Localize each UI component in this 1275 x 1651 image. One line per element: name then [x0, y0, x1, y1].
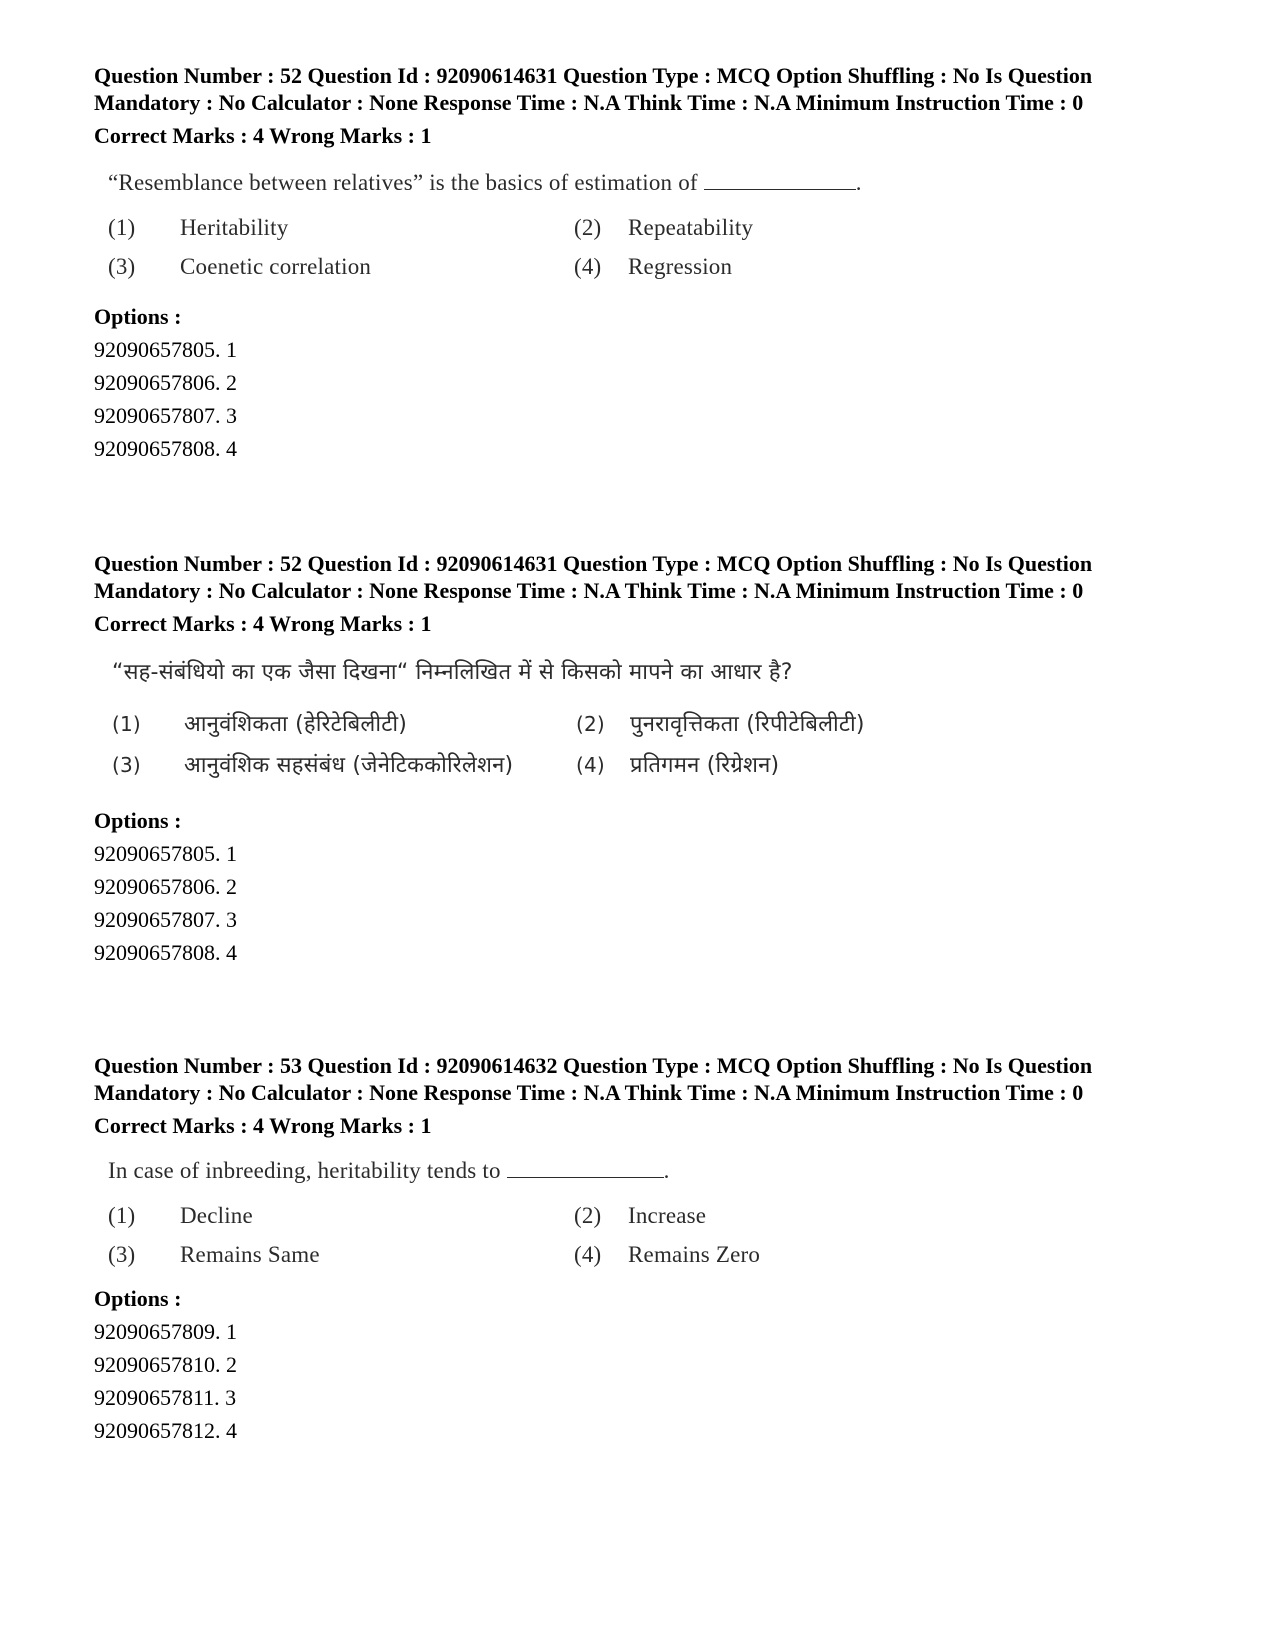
choice-number: (3)	[112, 753, 141, 777]
choice-4	[576, 746, 779, 784]
choice-number: (1)	[108, 1203, 136, 1228]
question-marks: Correct Marks : 4 Wrong Marks : 1	[94, 123, 432, 148]
choice-number: (2)	[574, 215, 602, 240]
options-title: Options :	[94, 808, 182, 833]
choice-text: Decline	[180, 1203, 253, 1228]
choice-1	[112, 705, 407, 743]
fill-blank	[704, 167, 856, 190]
option-id-item: 92090657805. 1	[94, 337, 237, 362]
choice-text: पुनरावृत्तिकता (रिपीटेबिलीटी)	[630, 712, 865, 737]
stem-end: .	[855, 170, 862, 195]
choice-1	[108, 209, 288, 247]
choice-number: (4)	[574, 254, 602, 279]
question-meta: Question Number : 53 Question Id : 92090614632 Question Type : MCQ Option Shuffling : No Is Question Mandatory : No Calculator : None Response Time : N.A Think Time : N.A Minimum Instruction Time : 0	[94, 1053, 1093, 1105]
question-block-3	[94, 1052, 1204, 1450]
choice-4	[574, 1236, 760, 1274]
stem-text: “Resemblance between relatives” is the basics of estimation of	[108, 170, 698, 195]
choice-text: Regression	[628, 254, 733, 279]
question-meta: Question Number : 52 Question Id : 92090614631 Question Type : MCQ Option Shuffling : No Is Question Mandatory : No Calculator : None Response Time : N.A Think Time : N.A Minimum Instruction Time : 0	[94, 551, 1093, 603]
question-marks: Correct Marks : 4 Wrong Marks : 1	[94, 1113, 432, 1138]
option-id-list	[94, 1318, 1204, 1450]
stem-text: In case of inbreeding, heritability tends to	[108, 1158, 501, 1183]
choice-4	[574, 248, 732, 286]
choice-text: Remains Same	[180, 1242, 320, 1267]
option-id-item: 92090657807. 3	[94, 907, 237, 932]
choice-text: आनुवंशिक सहसंबंध (जेनेटिककोरिलेशन)	[184, 753, 514, 778]
choice-text: आनुवंशिकता (हेरिटेबिलीटी)	[184, 712, 408, 737]
stem-end: .	[663, 1158, 670, 1183]
option-id-list	[94, 336, 1204, 468]
choice-text: Repeatability	[628, 215, 754, 240]
choice-number: (4)	[574, 1242, 602, 1267]
question-marks: Correct Marks : 4 Wrong Marks : 1	[94, 611, 432, 636]
options-title: Options :	[94, 304, 182, 329]
question-meta: Question Number : 52 Question Id : 92090614631 Question Type : MCQ Option Shuffling : No Is Question Mandatory : No Calculator : None Response Time : N.A Think Time : N.A Minimum Instruction Time : 0	[94, 63, 1093, 115]
option-id-item: 92090657809. 1	[94, 1319, 237, 1344]
choice-number: (1)	[112, 712, 141, 736]
choice-1	[108, 1197, 253, 1235]
fill-blank	[507, 1155, 664, 1178]
question-content	[108, 1151, 1204, 1277]
choice-number: (3)	[108, 1242, 136, 1267]
option-id-item: 92090657808. 4	[94, 436, 237, 461]
question-stem	[108, 1151, 1204, 1191]
question-content	[112, 653, 1204, 785]
choice-3	[108, 248, 371, 286]
question-stem	[108, 163, 1204, 203]
choice-grid	[108, 1197, 1204, 1277]
option-id-item: 92090657806. 2	[94, 370, 237, 395]
choice-text: Heritability	[180, 215, 289, 240]
choice-text: प्रतिगमन (रिग्रेशन)	[630, 753, 780, 778]
option-id-item: 92090657812. 4	[94, 1418, 237, 1443]
choice-number: (4)	[576, 753, 605, 777]
choice-number: (2)	[574, 1203, 602, 1228]
choice-2	[574, 1197, 706, 1235]
option-id-item: 92090657810. 2	[94, 1352, 237, 1377]
choice-text: Coenetic correlation	[180, 254, 372, 279]
choice-number: (1)	[108, 215, 136, 240]
option-id-item: 92090657807. 3	[94, 403, 237, 428]
choice-number: (3)	[108, 254, 136, 279]
question-content	[108, 163, 1204, 289]
option-id-item: 92090657805. 1	[94, 841, 237, 866]
question-block-1	[94, 62, 1204, 468]
option-id-item: 92090657808. 4	[94, 940, 237, 965]
option-id-item: 92090657806. 2	[94, 874, 237, 899]
choice-3	[108, 1236, 320, 1274]
choice-grid	[108, 209, 1204, 289]
choice-grid	[112, 705, 1204, 785]
choice-text: Increase	[628, 1203, 707, 1228]
choice-number: (2)	[576, 712, 605, 736]
option-id-item: 92090657811. 3	[94, 1385, 237, 1410]
option-id-list	[94, 840, 1204, 972]
question-block-2	[94, 550, 1204, 972]
choice-3	[112, 746, 513, 784]
choice-2	[576, 705, 865, 743]
options-title: Options :	[94, 1286, 182, 1311]
choice-text: Remains Zero	[628, 1242, 761, 1267]
question-stem: “सह-संबंधियो का एक जैसा दिखना“ निम्नलिखित में से किसको मापने का आधार है?	[112, 660, 793, 685]
choice-2	[574, 209, 753, 247]
